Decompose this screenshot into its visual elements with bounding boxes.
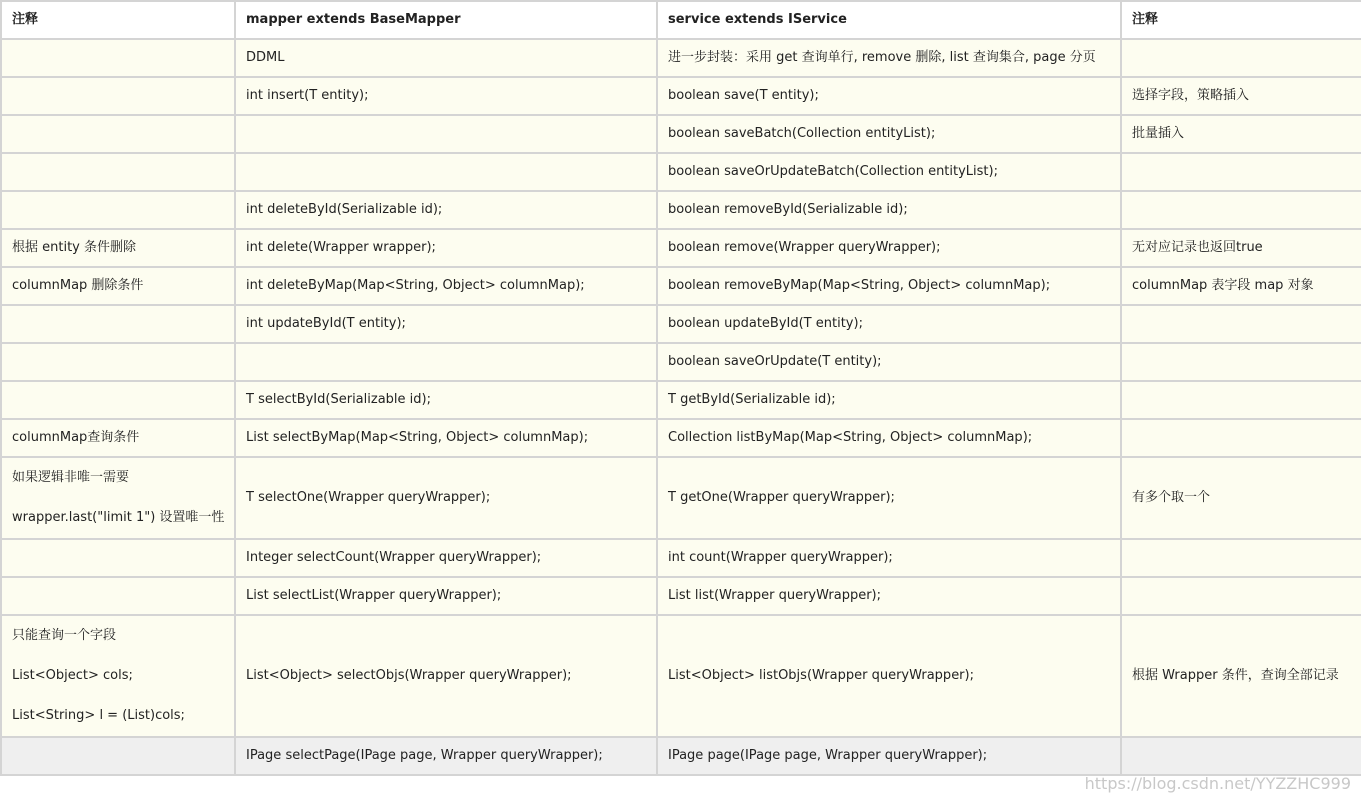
service-cell: List list(Wrapper queryWrapper); bbox=[657, 577, 1121, 615]
service-cell: T getById(Serializable id); bbox=[657, 381, 1121, 419]
header-mapper: mapper extends BaseMapper bbox=[235, 1, 657, 39]
mapper-cell: int updateById(T entity); bbox=[235, 305, 657, 343]
note-cell bbox=[1, 539, 235, 577]
service-cell: List<Object> listObjs(Wrapper queryWrapper); bbox=[657, 615, 1121, 737]
table-row bbox=[1, 153, 1361, 191]
note-cell bbox=[1, 615, 235, 737]
service-cell: boolean remove(Wrapper queryWrapper); bbox=[657, 229, 1121, 267]
header-row bbox=[1, 1, 1361, 39]
note-cell bbox=[1, 115, 235, 153]
note2-cell: 无对应记录也返回true bbox=[1121, 229, 1361, 267]
note2-cell: columnMap 表字段 map 对象 bbox=[1121, 267, 1361, 305]
mapper-cell: int deleteById(Serializable id); bbox=[235, 191, 657, 229]
note-cell: columnMap查询条件 bbox=[1, 419, 235, 457]
table-row bbox=[1, 115, 1361, 153]
note2-cell bbox=[1121, 343, 1361, 381]
mapper-cell: T selectOne(Wrapper queryWrapper); bbox=[235, 457, 657, 539]
table-row bbox=[1, 457, 1361, 539]
table-row bbox=[1, 737, 1361, 775]
note2-cell bbox=[1121, 539, 1361, 577]
service-cell: 进一步封装：采用 get 查询单行, remove 删除, list 查询集合, page 分页 bbox=[657, 39, 1121, 77]
table-row bbox=[1, 267, 1361, 305]
service-cell: boolean saveOrUpdateBatch(Collection entityList); bbox=[657, 153, 1121, 191]
note-line: List<Object> cols; bbox=[12, 668, 133, 683]
note2-cell bbox=[1121, 153, 1361, 191]
service-cell: T getOne(Wrapper queryWrapper); bbox=[657, 457, 1121, 539]
table-row bbox=[1, 577, 1361, 615]
note-line: 只能查询一个字段 bbox=[12, 628, 117, 643]
service-cell: boolean saveOrUpdate(T entity); bbox=[657, 343, 1121, 381]
table-row bbox=[1, 39, 1361, 77]
service-cell: boolean saveBatch(Collection entityList); bbox=[657, 115, 1121, 153]
mapper-cell: List<Object> selectObjs(Wrapper queryWrapper); bbox=[235, 615, 657, 737]
mapper-cell: int delete(Wrapper wrapper); bbox=[235, 229, 657, 267]
note-cell bbox=[1, 577, 235, 615]
service-cell: boolean save(T entity); bbox=[657, 77, 1121, 115]
note-cell bbox=[1, 77, 235, 115]
note2-cell: 选择字段，策略插入 bbox=[1121, 77, 1361, 115]
table-row bbox=[1, 343, 1361, 381]
service-cell: int count(Wrapper queryWrapper); bbox=[657, 539, 1121, 577]
table-row bbox=[1, 77, 1361, 115]
note-cell: columnMap 删除条件 bbox=[1, 267, 235, 305]
note2-cell bbox=[1121, 305, 1361, 343]
table-row bbox=[1, 539, 1361, 577]
note2-cell bbox=[1121, 381, 1361, 419]
note2-cell bbox=[1121, 577, 1361, 615]
note2-cell: 根据 Wrapper 条件，查询全部记录 bbox=[1121, 615, 1361, 737]
table-row bbox=[1, 229, 1361, 267]
header-note: 注释 bbox=[1, 1, 235, 39]
note-cell: 根据 entity 条件删除 bbox=[1, 229, 235, 267]
header-service: service extends IService bbox=[657, 1, 1121, 39]
note-line: 如果逻辑非唯一需要 bbox=[12, 470, 130, 485]
service-cell: boolean removeByMap(Map<String, Object> columnMap); bbox=[657, 267, 1121, 305]
note-cell bbox=[1, 737, 235, 775]
service-cell: Collection listByMap(Map<String, Object> columnMap); bbox=[657, 419, 1121, 457]
table-row bbox=[1, 305, 1361, 343]
service-cell: boolean removeById(Serializable id); bbox=[657, 191, 1121, 229]
note2-cell bbox=[1121, 737, 1361, 775]
table-row bbox=[1, 419, 1361, 457]
note-cell bbox=[1, 343, 235, 381]
mapper-cell: T selectById(Serializable id); bbox=[235, 381, 657, 419]
mapper-cell: int deleteByMap(Map<String, Object> columnMap); bbox=[235, 267, 657, 305]
note-line: wrapper.last("limit 1") 设置唯一性 bbox=[12, 510, 225, 525]
note2-cell bbox=[1121, 39, 1361, 77]
mapper-cell: Integer selectCount(Wrapper queryWrapper); bbox=[235, 539, 657, 577]
mapper-cell: List selectByMap(Map<String, Object> columnMap); bbox=[235, 419, 657, 457]
watermark: https://blog.csdn.net/YYZZHC999 bbox=[1084, 774, 1351, 793]
mapper-cell: List selectList(Wrapper queryWrapper); bbox=[235, 577, 657, 615]
header-note2: 注释 bbox=[1121, 1, 1361, 39]
mapper-cell: int insert(T entity); bbox=[235, 77, 657, 115]
note-cell bbox=[1, 381, 235, 419]
note-cell bbox=[1, 305, 235, 343]
note-cell bbox=[1, 153, 235, 191]
note2-cell bbox=[1121, 191, 1361, 229]
mapper-cell bbox=[235, 343, 657, 381]
note-line: List<String> l = (List)cols; bbox=[12, 708, 185, 723]
note2-cell: 有多个取一个 bbox=[1121, 457, 1361, 539]
mapper-cell bbox=[235, 115, 657, 153]
mapper-cell: IPage selectPage(IPage page, Wrapper queryWrapper); bbox=[235, 737, 657, 775]
mapper-cell: DDML bbox=[235, 39, 657, 77]
table-row bbox=[1, 615, 1361, 737]
note-cell bbox=[1, 191, 235, 229]
note-cell bbox=[1, 39, 235, 77]
note-cell bbox=[1, 457, 235, 539]
table-row bbox=[1, 381, 1361, 419]
note2-cell bbox=[1121, 419, 1361, 457]
service-cell: IPage page(IPage page, Wrapper queryWrapper); bbox=[657, 737, 1121, 775]
service-cell: boolean updateById(T entity); bbox=[657, 305, 1121, 343]
table-row bbox=[1, 191, 1361, 229]
note2-cell: 批量插入 bbox=[1121, 115, 1361, 153]
mapper-cell bbox=[235, 153, 657, 191]
